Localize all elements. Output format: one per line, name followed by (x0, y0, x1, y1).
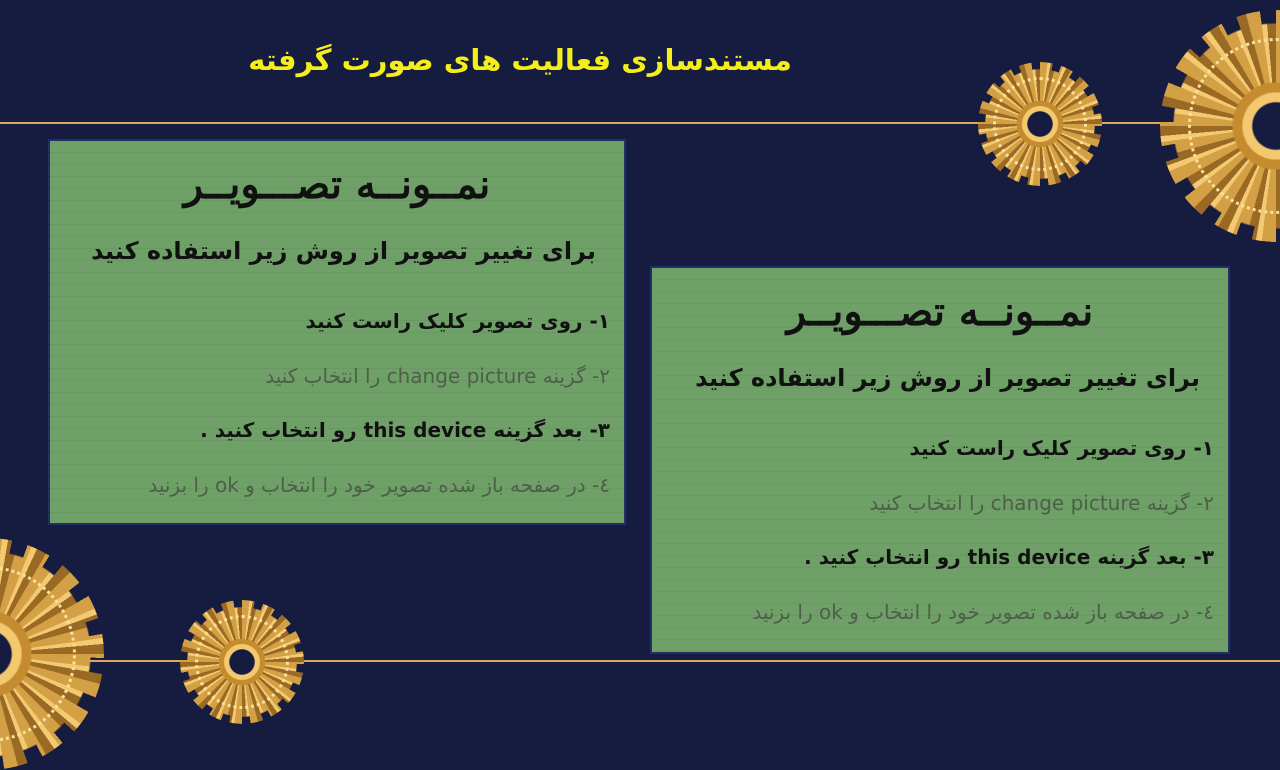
mandala-ornament-icon (978, 62, 1102, 186)
instruction-step-2: ۲- گزینه change picture را انتخاب کنید (869, 491, 1214, 515)
instruction-step-1: ۱- روی تصویر کلیک راست کنید (305, 309, 610, 333)
mandala-ornament-icon (1160, 10, 1280, 242)
image-placeholder-card-right[interactable] (650, 266, 1230, 654)
mandala-ornament-icon (180, 600, 304, 724)
slide-title: مستندسازی فعالیت های صورت گرفته (248, 43, 792, 77)
card-subtitle: برای تغییر تصویر از روش زیر استفاده کنید (695, 364, 1200, 392)
instruction-step-1: ۱- روی تصویر کلیک راست کنید (909, 436, 1214, 460)
instruction-step-4: ٤- در صفحه باز شده تصویر خود را انتخاب و ok را بزنید (148, 473, 610, 497)
image-placeholder-card-left[interactable] (48, 139, 626, 525)
card-heading: نمــونــه تصـــویــر (786, 288, 1094, 335)
card-heading: نمــونــه تصـــویــر (183, 161, 491, 208)
mandala-ornament-icon (0, 538, 104, 770)
instruction-step-3: ۳- بعد گزینه this device رو انتخاب کنید . (200, 418, 610, 442)
card-subtitle: برای تغییر تصویر از روش زیر استفاده کنید (91, 237, 596, 265)
instruction-step-3: ۳- بعد گزینه this device رو انتخاب کنید . (804, 545, 1214, 569)
instruction-step-2: ۲- گزینه change picture را انتخاب کنید (265, 364, 610, 388)
instruction-step-4: ٤- در صفحه باز شده تصویر خود را انتخاب و ok را بزنید (752, 600, 1214, 624)
